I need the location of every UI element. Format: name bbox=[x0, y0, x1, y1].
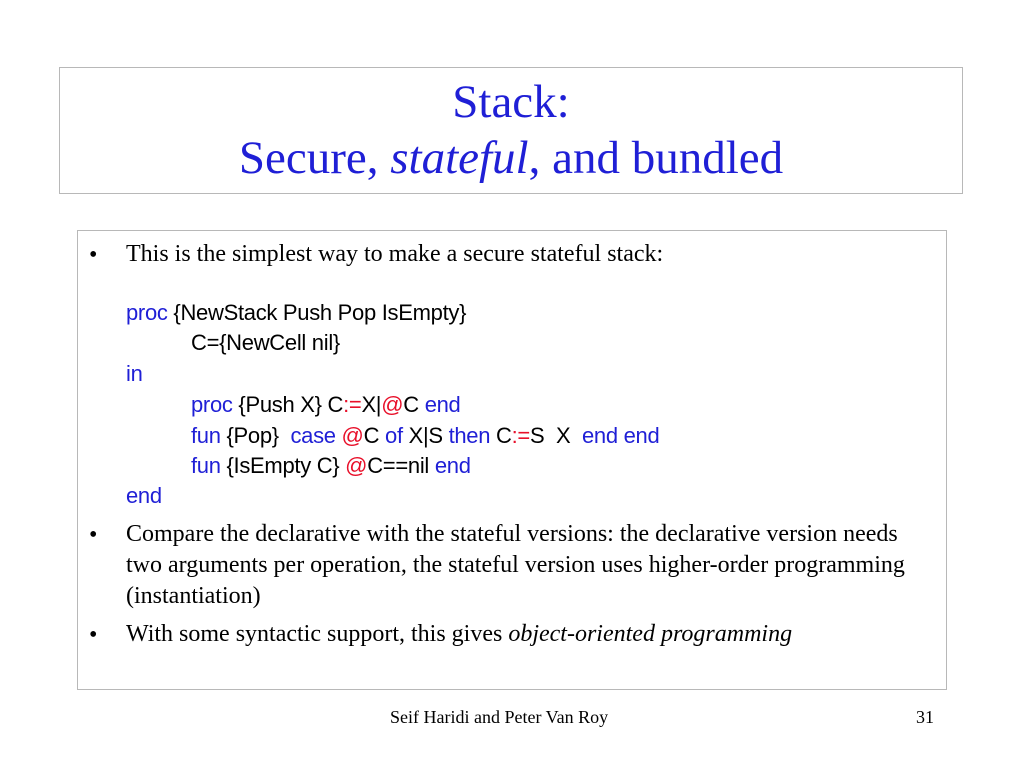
code-keyword: case bbox=[290, 423, 336, 448]
title-text-emphasis: stateful bbox=[390, 132, 529, 184]
code-keyword: proc bbox=[191, 392, 233, 417]
slide-body-box bbox=[77, 230, 947, 690]
code-line-2: C={NewCell nil} bbox=[191, 330, 340, 355]
code-text: S X bbox=[529, 423, 582, 448]
code-text: C bbox=[363, 423, 386, 448]
footer-page-number: 31 bbox=[916, 707, 934, 727]
bullet-marker-3: • bbox=[89, 622, 98, 648]
slide-title-box bbox=[59, 67, 963, 194]
code-keyword: then bbox=[448, 423, 491, 448]
footer-authors: Seif Haridi and Peter Van Roy bbox=[390, 707, 609, 727]
bullet-text-1: This is the simplest way to make a secure stateful stack: bbox=[126, 241, 664, 267]
code-operator: := bbox=[511, 423, 530, 448]
bullet-text-3-a: With some syntactic support, this gives bbox=[126, 621, 509, 647]
code-line-4 bbox=[191, 390, 461, 420]
code-keyword: end end bbox=[581, 423, 660, 448]
code-line-3 bbox=[126, 359, 143, 389]
code-keyword: end bbox=[126, 483, 162, 508]
code-line-7 bbox=[126, 481, 162, 511]
slide-title-line1: Stack: bbox=[452, 76, 570, 128]
code-operator: @ bbox=[381, 392, 404, 417]
bullet-marker-2: • bbox=[89, 522, 98, 548]
code-line-5 bbox=[191, 421, 659, 451]
bullet-text-3 bbox=[126, 619, 926, 650]
code-operator: @ bbox=[345, 453, 368, 478]
code-text: C bbox=[490, 423, 512, 448]
title-text-b: , and bundled bbox=[528, 132, 784, 184]
slide-title-line2 bbox=[60, 130, 962, 186]
code-text: C bbox=[403, 392, 425, 417]
code-text: {NewStack Push Pop IsEmpty} bbox=[167, 300, 467, 325]
code-keyword: in bbox=[126, 361, 143, 386]
bullet-text-3-emphasis: object-oriented programming bbox=[508, 621, 793, 647]
code-text: {Pop} bbox=[220, 423, 291, 448]
code-operator: @ bbox=[335, 423, 364, 448]
title-text-a: Secure, bbox=[238, 132, 391, 184]
code-keyword: fun bbox=[191, 453, 221, 478]
code-line-6 bbox=[191, 451, 471, 481]
code-keyword: proc bbox=[126, 300, 168, 325]
code-keyword: of bbox=[385, 423, 403, 448]
code-text: X|S bbox=[402, 423, 449, 448]
code-operator: := bbox=[343, 392, 362, 417]
code-line-1 bbox=[126, 298, 466, 328]
code-keyword: fun bbox=[191, 423, 221, 448]
code-text: {IsEmpty C} bbox=[220, 453, 346, 478]
code-text: C==nil bbox=[367, 453, 435, 478]
code-text: {Push X} C bbox=[232, 392, 344, 417]
code-keyword: end bbox=[434, 453, 471, 478]
bullet-text-2: Compare the declarative with the stateful versions: the declarative version needs two arguments per operation, the stateful version uses higher-order programming (instantiation) bbox=[126, 521, 905, 609]
code-text: X| bbox=[361, 392, 382, 417]
code-keyword: end bbox=[424, 392, 461, 417]
bullet-marker-1: • bbox=[89, 242, 98, 268]
